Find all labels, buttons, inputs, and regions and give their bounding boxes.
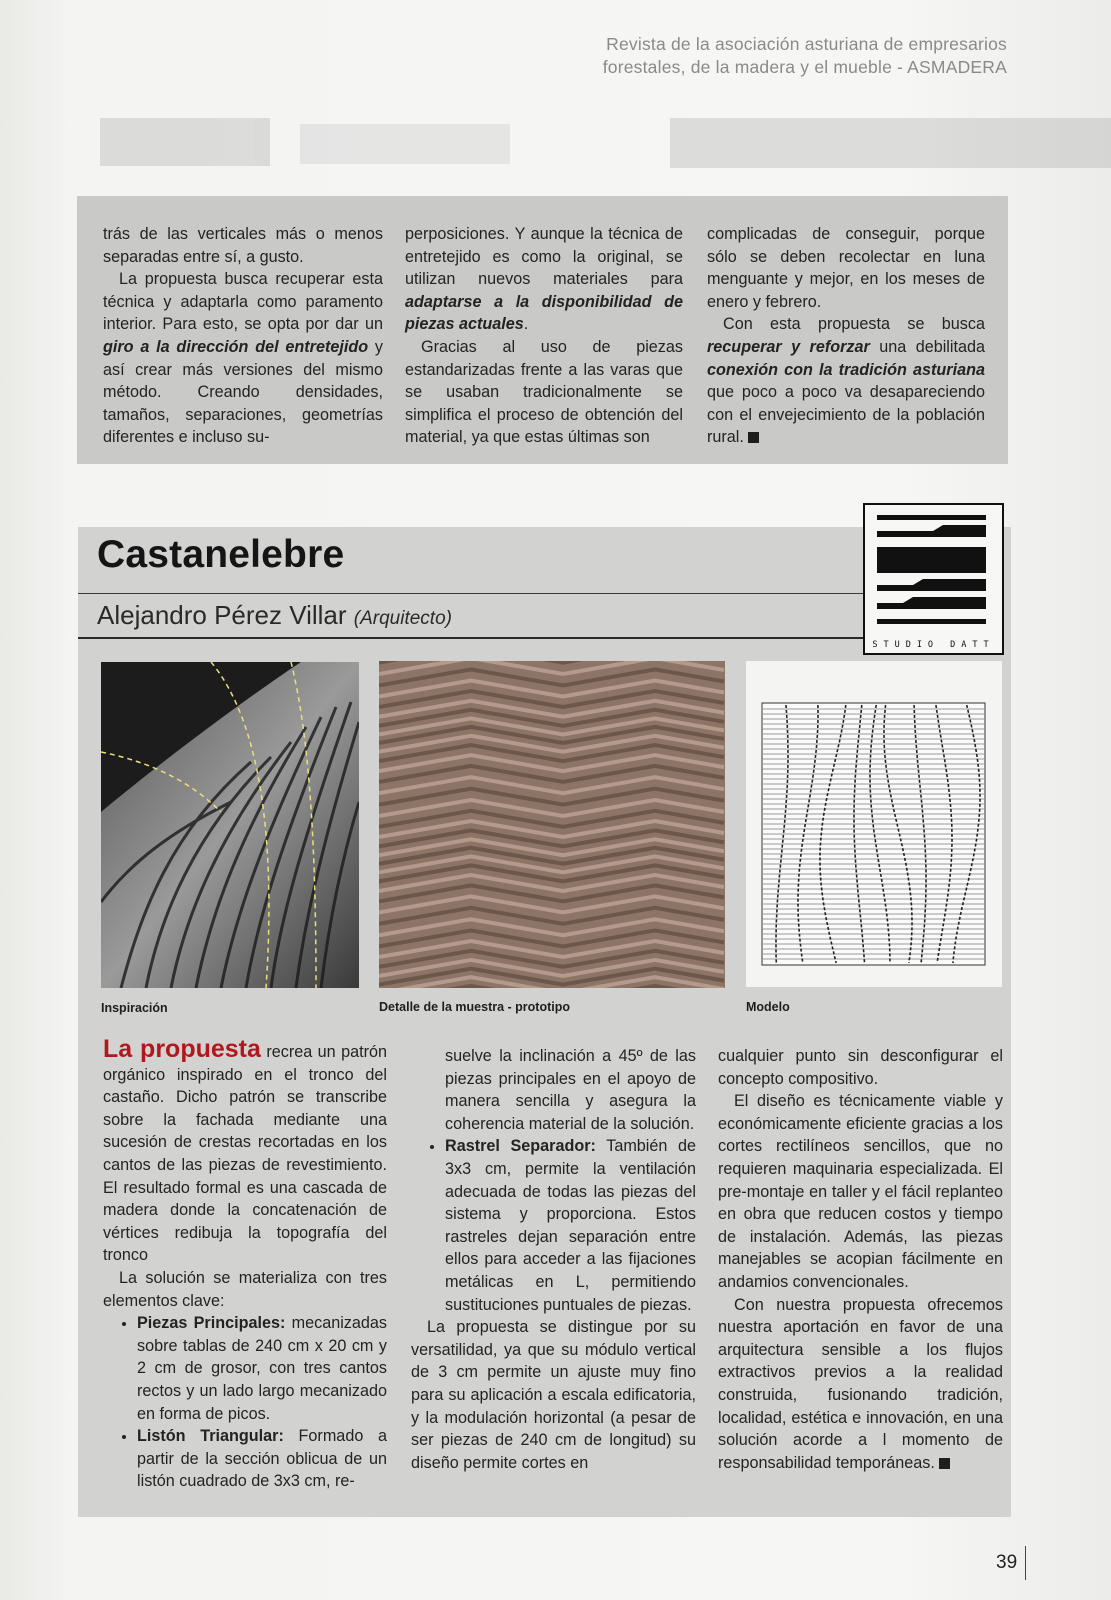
list-item: • Listón Triangular: Formado a partir de la sección oblicua de un listón cuadrado de 3x3 cm, re- xyxy=(137,1425,387,1493)
end-mark-icon xyxy=(939,1458,950,1469)
key-elements-list-cont xyxy=(411,1135,696,1316)
inspiration-image xyxy=(101,662,359,988)
paragraph: perposiciones. Y aunque la técnica de entretejido es como la original, se utilizan nuevos materiales para adaptarse a la disponibilidad de piezas actuales. xyxy=(405,225,683,334)
header-line-2: forestales, de la madera y el mueble - ASMADERA xyxy=(602,57,1007,77)
studio-logo xyxy=(863,503,1004,655)
key-elements-list xyxy=(103,1312,387,1493)
paragraph: La propuesta se distingue por su versatilidad, ya que su módulo vertical de 3 cm permite un ajuste muy fino para su aplicación a escala edificatoria, y la modulación horizontal (a pesar de ser piezas de 240 cm de longitud) su diseño permite cortes en xyxy=(411,1318,696,1472)
header-line-1: Revista de la asociación asturiana de empresarios xyxy=(606,34,1007,54)
caption-inspiration: Inspiración xyxy=(101,1001,168,1015)
author-name: Alejandro Pérez Villar xyxy=(97,600,347,630)
body-col-1 xyxy=(103,1035,387,1493)
list-item: • Rastrel Separador: También de 3x3 cm, permite la ventilación adecuada de todas las piezas del sistema y proporciona. Estos rastreles dejan separación entre ellos para acceder a las fijaciones metálicas en L, permitiendo sustituciones puntuales de piezas. xyxy=(445,1135,696,1316)
paragraph: La propuesta busca recuperar esta técnica y adaptarla como paramento interior. Para esto, se opta por dar un giro a la dirección del entretejido y así crear más versiones del mismo método. Creando densidades, tamaños, separaciones, geometrías diferentes e incluso su- xyxy=(103,270,384,447)
top-col-3 xyxy=(707,223,985,449)
author-rule xyxy=(78,637,863,639)
paragraph: La solución se materializa con tres elementos clave: xyxy=(103,1268,387,1310)
body-col-3 xyxy=(718,1045,1003,1474)
paragraph: suelve la inclinación a 45º de las piezas principales en el apoyo de manera sencilla y asegura la coherencia material de la solución. xyxy=(445,1047,696,1133)
caption-model: Modelo xyxy=(746,1000,790,1014)
prototype-detail-image xyxy=(379,661,725,988)
author-line xyxy=(97,600,452,631)
page-number-rule xyxy=(1025,1546,1026,1580)
paragraph: La propuesta recrea un patrón orgánico inspirado en el tronco del castaño. Dicho patrón se transcribe sobre la fachada mediante una sucesión de crestas recortadas en los cantos de las piezas de revestimiento. El resultado formal es una cascada de madera donde la concatenación de vértices redibuja la topografía del tronco xyxy=(103,1035,387,1265)
body-col-2 xyxy=(411,1045,696,1474)
studio-logo-icon xyxy=(873,511,990,629)
lead-in: La propuesta xyxy=(103,1035,261,1063)
author-role: (Arquitecto) xyxy=(353,608,452,629)
model-image xyxy=(746,661,1002,987)
paragraph: Con esta propuesta se busca recuperar y reforzar una debilitada conexión con la tradición asturiana que poco a poco va desapareciendo con el envejecimiento de la población rural. xyxy=(707,315,985,447)
paragraph: trás de las verticales más o menos separadas entre sí, a gusto. xyxy=(103,225,383,266)
article-title: Castanelebre xyxy=(97,533,345,576)
paragraph: Con nuestra propuesta ofrecemos nuestra aportación en favor de una arquitectura sensible a los flujos extractivos previos a la realidad construida, fusionando tradición, localidad, estética e innovación, en una solución acorde a l momento de responsabilidad temporáneas. xyxy=(718,1295,1003,1472)
page-number: 39 xyxy=(996,1552,1018,1573)
logo-wordmark: STUDIO DATT xyxy=(872,640,995,650)
paragraph: El diseño es técnicamente viable y económicamente eficiente gracias a los cortes rectilíneos sencillos, que no requieren maquinaria especializada. El pre-montaje en taller y el fácil replanteo en obra que reducen costos y tiempo de instalación. Además, las piezas manejables se acopian fácilmente en andamios convencionales. xyxy=(718,1092,1003,1291)
paragraph: Gracias al uso de piezas estandarizadas frente a las varas que se usaban tradicionalmente se simplifica el proceso de obtención del material, ya que estas últimas son xyxy=(405,337,683,447)
list-item: • Piezas Principales: mecanizadas sobre tablas de 240 cm x 20 cm y 2 cm de grosor, con tres cantos rectos y un lado largo mecanizado en forma de picos. xyxy=(137,1312,387,1425)
show-through-print xyxy=(100,118,1111,170)
running-header xyxy=(603,33,1007,79)
caption-prototype: Detalle de la muestra - prototipo xyxy=(379,1000,571,1014)
top-col-1 xyxy=(103,223,383,449)
top-col-2 xyxy=(405,223,683,449)
title-rule xyxy=(78,593,863,594)
paragraph: cualquier punto sin desconfigurar el concepto compositivo. xyxy=(718,1047,1003,1088)
paragraph: complicadas de conseguir, porque sólo se deben recolectar en luna menguante y mejor, en los meses de enero y febrero. xyxy=(707,225,985,311)
end-mark-icon xyxy=(748,432,759,443)
